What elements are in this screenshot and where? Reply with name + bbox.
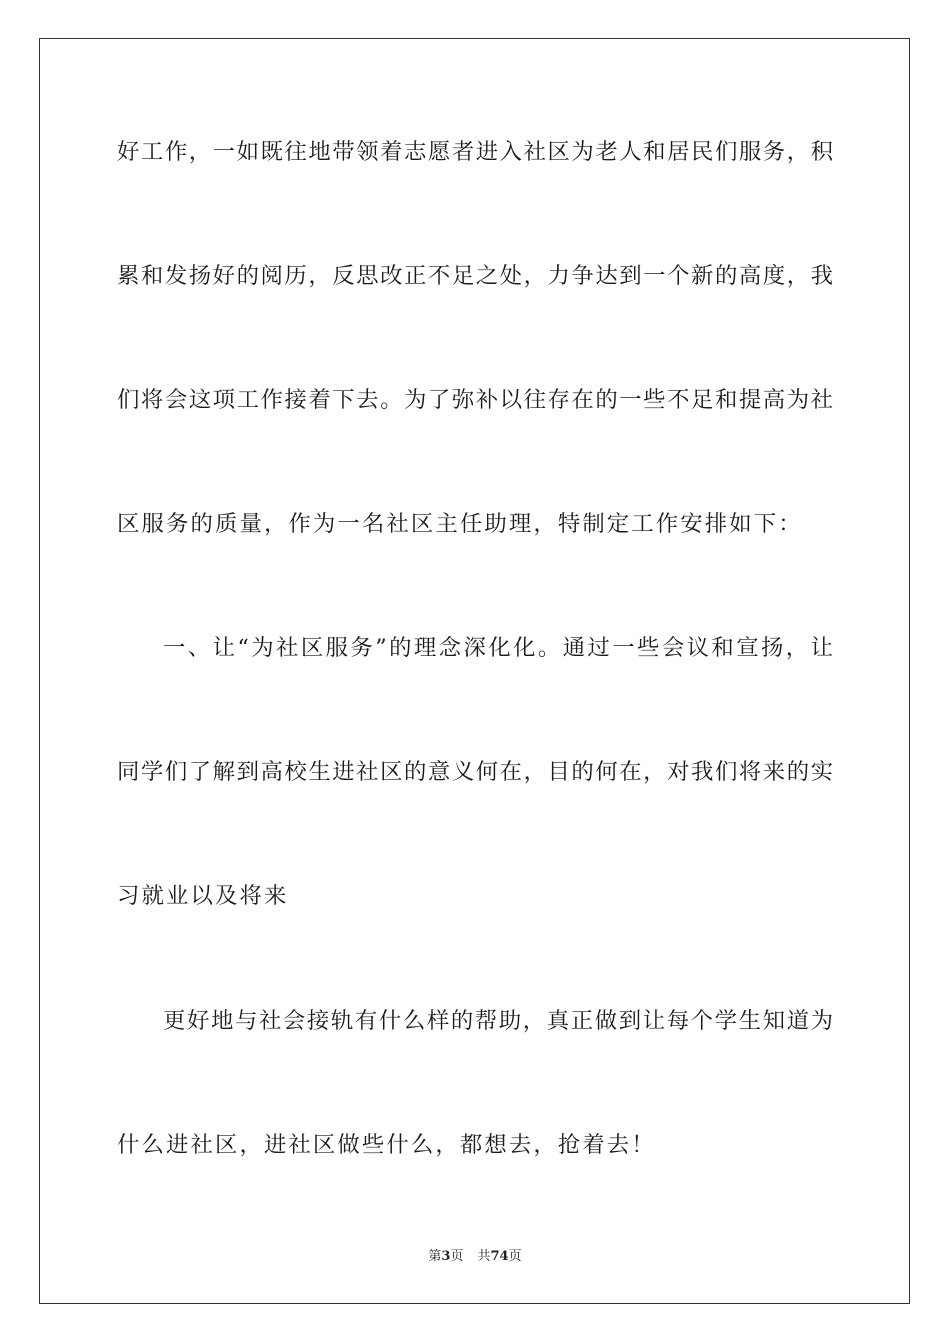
text-line: 累和发扬好的阅历，反思改正不足之处，力争达到一个新的高度，我 <box>117 263 833 289</box>
text-line: 同学们了解到高校生进社区的意义何在，目的何在，对我们将来的实 <box>117 759 833 785</box>
page-suffix: 页 <box>450 1249 464 1264</box>
text-line: 习就业以及将来 <box>117 883 289 909</box>
total-prefix: 共 <box>477 1249 491 1264</box>
text-line: 什么进社区，进社区做些什么，都想去，抢着去！ <box>117 1132 656 1158</box>
total-pages: 74 <box>490 1249 509 1264</box>
page-number: 3 <box>441 1249 451 1264</box>
text-line: 区服务的质量，作为一名社区主任助理，特制定工作安排如下： <box>117 511 803 537</box>
paragraph-first-line: 更好地与社会接轨有什么样的帮助，真正做到让每个学生知道为 <box>163 1008 833 1034</box>
page-prefix: 第 <box>428 1249 442 1264</box>
paragraph-first-line: 一、让“为社区服务”的理念深化化。通过一些会议和宣扬，让 <box>163 635 833 661</box>
page-footer <box>0 1245 950 1264</box>
page-border <box>39 38 910 1304</box>
text-line: 好工作，一如既往地带领着志愿者进入社区为老人和居民们服务，积 <box>117 139 833 165</box>
text-line: 们将会这项工作接着下去。为了弥补以往存在的一些不足和提高为社 <box>117 387 833 413</box>
total-suffix: 页 <box>508 1249 522 1264</box>
